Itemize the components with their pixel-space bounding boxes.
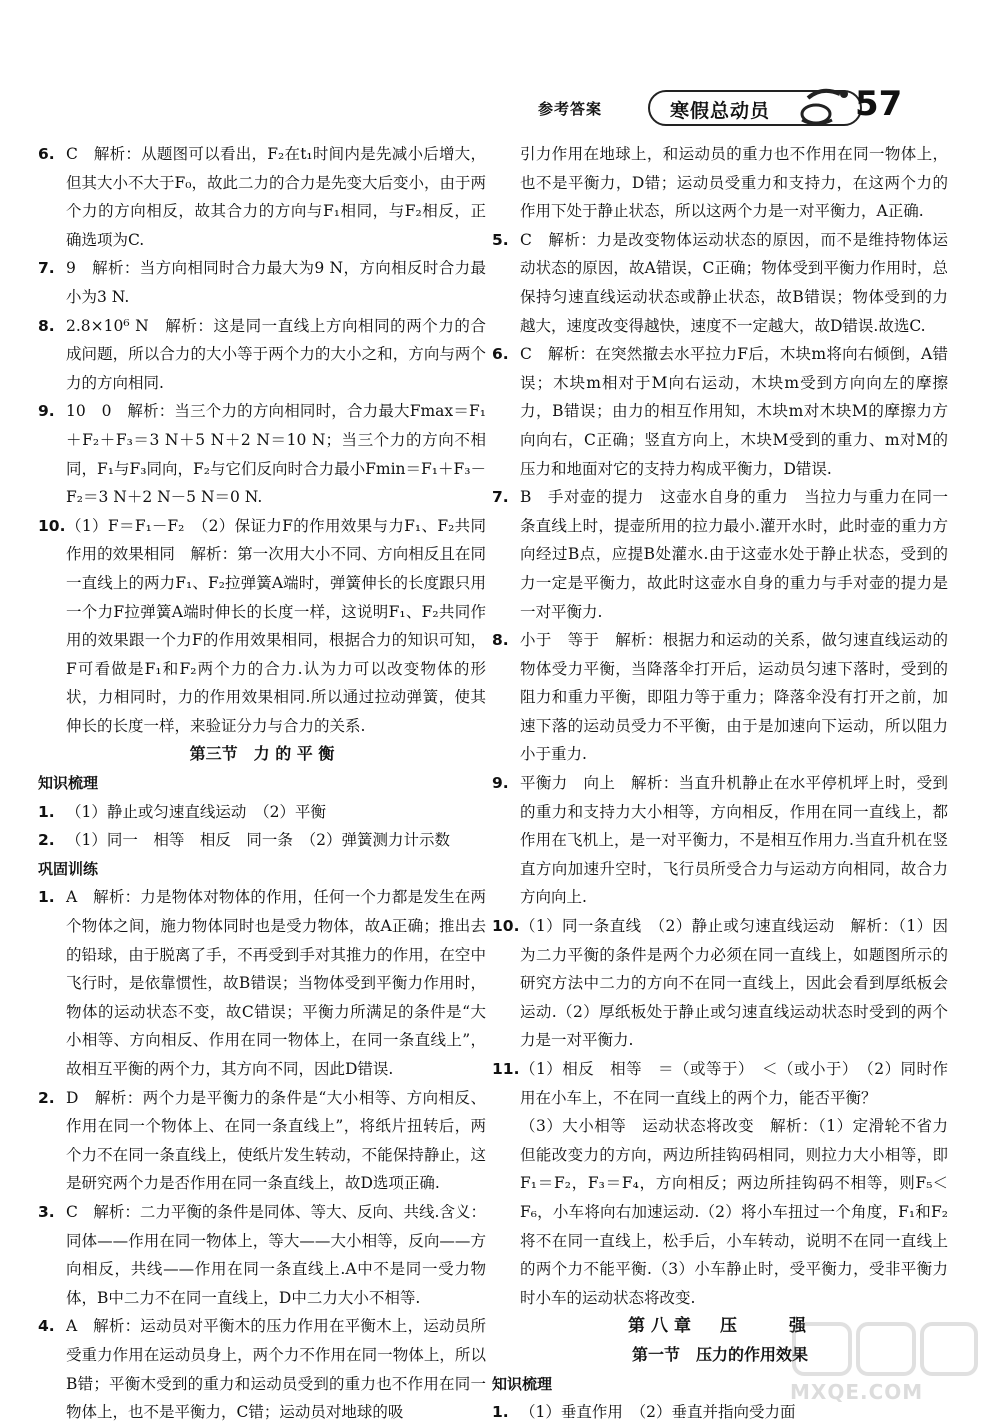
watermark-logo-icon: [790, 1318, 980, 1380]
answer-item: 1. （1）垂直作用 （2）垂直并指向受力面: [492, 1403, 796, 1422]
answer-item: 6. C 解析：从题图可以看出，F₂在t₁时间内是先减小后增大，但其大小不大于F₀，故此二力的合力是先变大后变小，由于两个力的方向相反，故其合力的方向与F₁相同，与F₂相反，正确选项为C.: [38, 145, 486, 249]
answer-item: 8. 小于 等于 解析：根据力和运动的关系，做匀速直线运动的物体受力平衡，当降落伞打开后，运动员匀速下落时，受到的阻力和重力平衡，即阻力等于重力；降落伞没有打开之前，加速下落的运动员受力不平衡，由于是加速向下运动，所以阻力小于重力.: [492, 631, 948, 764]
subsection-heading: 知识梳理: [492, 1374, 553, 1393]
answer-item: 3. C 解析：二力平衡的条件是同体、等大、反向、共线.含义：同体——作用在同一物体上，等大——大小相等，反向——方向相反，共线——作用在同一条直线上.A中不是同一受力物体，B中二力不在同一直线上，D中二力大小不相等.: [38, 1202, 486, 1307]
section-title: 第三节 力 的 平 衡: [189, 744, 335, 764]
answer-item: 10. （1）同一条直线 （2）静止或匀速直线运动 解析：（1）因为二力平衡的条件是两个力必须在同一直线上，如题图所示的研究方法中二力的方向不在同一直线上，因此会看到厚纸板会运动.（2）厚纸板处于静止或匀速直线运动状态时受到的两个力是一对平衡力.: [492, 917, 948, 1050]
section-title: 第一节 压力的作用效果: [631, 1344, 808, 1364]
right-column: [492, 140, 948, 1427]
answer-item: 11. （1）相反 相等 ＝（或等于） ＜（或小于） （2）同时作用在小车上，不在同一直线上的两个力，能否平衡？: [492, 1060, 948, 1107]
watermark-text: MXQE.COM: [790, 1380, 924, 1404]
answer-item: 1. （1）静止或匀速直线运动 （2）平衡: [38, 802, 326, 821]
brand-title: 寒假总动员: [670, 100, 771, 122]
answer-label: 参考答案: [538, 100, 603, 118]
answer-item: 8. 2.8×10⁶ N 解析：这是同一直线上方向相同的两个力的合成问题，所以合力的大小等于两个力的大小之和，方向与两个力的方向相同.: [38, 316, 486, 392]
answer-item: 5. C 解析：力是改变物体运动状态的原因，而不是维持物体运动状态的原因，故A错误，C正确；物体受到平衡力作用时，总保持匀速直线运动状态或静止状态，故B错误；物体受到的力越大，速度改变得越快，速度不一定越大，故D错误.故选C.: [492, 230, 948, 335]
chapter-title: 第八章 压 强: [628, 1316, 812, 1337]
answer-item: 7. 9 解析：当方向相同时合力最大为9 N，方向相反时合力最小为3 N.: [38, 259, 486, 306]
answer-item: 2. （1）同一 相等 相反 同一条 （2）弹簧测力计示数: [38, 831, 450, 850]
answer-item: 9. 10 0 解析：当三个力的方向相同时，合力最大Fmax＝F₁＋F₂＋F₃＝3 N＋5 N＋2 N＝10 N；当三个力的方向不相同，F₁与F₃同向，F₂与它们反向时合力最小Fmin＝F₁＋F₃－F₂＝3 N＋2 N－5 N＝0 N.: [38, 402, 486, 507]
subsection-heading: 知识梳理: [38, 774, 99, 793]
answer-item: 6. C 解析：在突然撤去水平拉力F后，木块m将向右倾倒，A错误；木块m相对于M向右运动，木块m受到方向向左的摩擦力，B错误；由力的相互作用知，木块m对木块M的摩擦力方向向右，C正确；竖直方向上，木块M受到的重力、m对M的压力和地面对它的支持力构成平衡力，D错误.: [492, 345, 948, 478]
left-column: [38, 140, 486, 1427]
answer-continuation: （3）大小相等 运动状态将改变 解析：（1）定滑轮不省力但能改变力的方向，两边所挂钩码相同，则拉力大小相等，即F₁＝F₂，F₃＝F₄，方向相反；两边所挂钩码不相等，则F₅＜F₆，小车将向右加速运动.（2）将小车扭过一个角度，F₁和F₂将不在同一直线上，松手后，小车转动，说明不在同一直线上的两个力不能平衡.（3）小车静止时，受平衡力，受非平衡力时小车的运动状态将改变.: [520, 1117, 948, 1307]
answer-item: 7. B 手对壶的提力 这壶水自身的重力 当拉力与重力在同一条直线上时，提壶所用的拉力最小.灌开水时，此时壶的重力方向经过B点，应提B处灌水.由于这壶水处于静止状态，受到的力一定是平衡力，故此时这壶水自身的重力与手对壶的提力是一对平衡力.: [492, 488, 948, 621]
answer-item: 9. 平衡力 向上 解析：当直升机静止在水平停机坪上时，受到的重力和支持力大小相等，方向相反，作用在同一直线上，都作用在飞机上，是一对平衡力，不是相互作用力.当直升机在竖直方向加速升空时，飞行员所受合力与运动方向相同，故合力方向向上.: [492, 774, 948, 907]
page-number: 57: [855, 84, 903, 124]
answer-item: 10. （1）F＝F₁－F₂ （2）保证力F的作用效果与力F₁、F₂共同作用的效果相同 解析：第一次用大小不同、方向相反且在同一直线上的两力F₁、F₂拉弹簧A端时，弹簧伸长的长度跟只用一个力F拉弹簧A端时伸长的长度一样，这说明F₁、F₂共同作用的效果跟一个力F的作用效果相同，根据合力的知识可知，F可看做是F₁和F₂两个力的合力.认为力可以改变物体的形状，力相同时，力的作用效果相同.所以通过拉动弹簧，使其伸长的长度一样，来验证分力与合力的关系.: [38, 516, 486, 735]
watermark: [790, 1318, 980, 1408]
subsection-heading: 巩固训练: [38, 859, 99, 878]
page-header: [520, 84, 940, 132]
answer-item: 1. A 解析：力是物体对物体的作用，任何一个力都是发生在两个物体之间，施力物体同时也是受力物体，故A正确；推出去的铅球，由于脱离了手，不再受到手对其推力的作用，在空中飞行时，是依靠惯性，故B错误；当物体受到平衡力作用时，物体的运动状态不变，故C错误；平衡力所满足的条件是“大小相等、方向相反、作用在同一物体上，在同一条直线上”，故相互平衡的两个力，其方向不同，因此D错误.: [38, 888, 486, 1078]
answer-item: 4. A 解析：运动员对平衡木的压力作用在平衡木上，运动员所受重力作用在运动员身上，两个力不作用在同一物体上，所以B错；平衡木受到的重力和运动员受到的重力也不作用在同一物体上，也不是平衡力，C错；运动员对地球的吸: [38, 1317, 486, 1422]
answer-continuation: 引力作用在地球上，和运动员的重力也不作用在同一物体上，也不是平衡力，D错；运动员受重力和支持力，在这两个力的作用下处于静止状态，所以这两个力是一对平衡力，A正确.: [520, 145, 948, 221]
answer-item: 2. D 解析：两个力是平衡力的条件是“大小相等、方向相反、作用在同一个物体上、在同一条直线上”，将纸片扭转后，两个力不在同一条直线上，使纸片发生转动，不能保持静止，这是研究两个力是否作用在同一条直线上，故D选项正确.: [38, 1088, 486, 1193]
